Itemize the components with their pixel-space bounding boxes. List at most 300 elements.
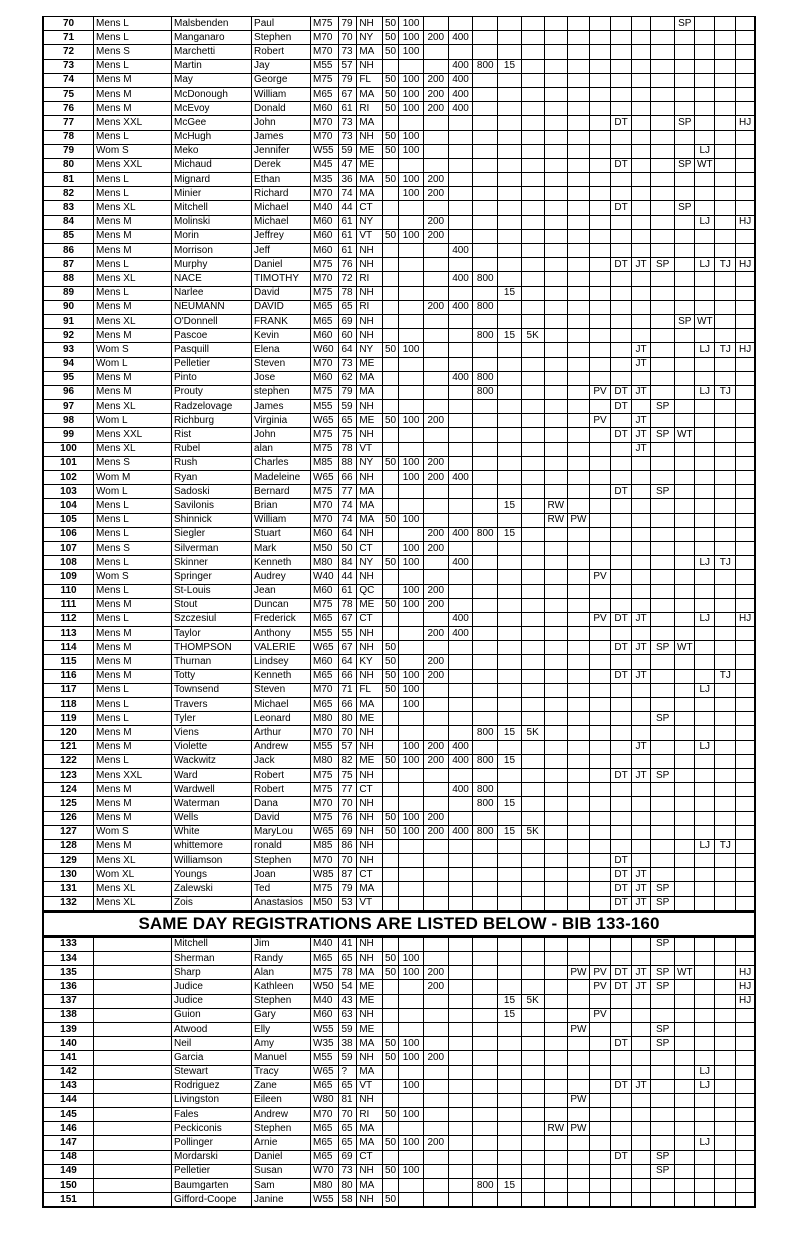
cell-event-tj	[715, 754, 736, 768]
cell-event-200: 200	[423, 584, 448, 598]
table-row	[43, 87, 755, 101]
cell-event-100	[399, 59, 423, 73]
cell-event-lj	[695, 726, 715, 740]
cell-event-800	[473, 882, 498, 896]
cell-state: NH	[357, 797, 382, 811]
cell-event-wt	[675, 868, 695, 882]
cell-event-1500	[498, 485, 521, 499]
cell-event-100: 100	[399, 1079, 423, 1093]
cell-event-jt	[632, 371, 651, 385]
cell-event-hj	[736, 1136, 755, 1150]
cell-event-pv	[589, 726, 610, 740]
cell-event-50: 50	[382, 669, 399, 683]
cell-shirt: Mens M	[94, 385, 172, 399]
cell-event-sp	[651, 726, 675, 740]
cell-state: RI	[357, 102, 382, 116]
cell-event-200	[423, 329, 448, 343]
cell-event-rw	[544, 1150, 567, 1164]
cell-event-lj	[695, 1051, 715, 1065]
cell-age: 75	[339, 428, 357, 442]
cell-event-800	[473, 1136, 498, 1150]
cell-event-pw	[567, 400, 589, 414]
cell-last-name: Thurnan	[171, 655, 251, 669]
cell-shirt	[94, 966, 172, 980]
cell-first-name: ronald	[252, 839, 311, 853]
cell-event-jt	[632, 45, 651, 59]
cell-event-100	[399, 400, 423, 414]
cell-event-50	[382, 868, 399, 882]
cell-state: MA	[357, 116, 382, 130]
cell-event-sp	[651, 669, 675, 683]
cell-age-group: M60	[311, 329, 339, 343]
cell-event-800	[473, 73, 498, 87]
cell-event-800: 800	[473, 754, 498, 768]
cell-event-dt: DT	[611, 854, 632, 868]
table-row	[43, 116, 755, 130]
cell-age-group: M60	[311, 215, 339, 229]
cell-event-sp	[651, 414, 675, 428]
cell-event-100: 100	[399, 598, 423, 612]
cell-event-1500	[498, 683, 521, 697]
cell-event-100	[399, 385, 423, 399]
cell-event-50	[382, 357, 399, 371]
cell-event-hj	[736, 797, 755, 811]
cell-age-group: M75	[311, 598, 339, 612]
cell-event-jt	[632, 59, 651, 73]
cell-event-100: 100	[399, 31, 423, 45]
cell-event-tj	[715, 527, 736, 541]
cell-event-sp: SP	[651, 1150, 675, 1164]
cell-event-200	[423, 17, 448, 31]
cell-event-5k	[521, 712, 544, 726]
cell-bib: 127	[43, 825, 94, 839]
table-row	[43, 584, 755, 598]
cell-age-group: W50	[311, 980, 339, 994]
cell-event-sp	[651, 343, 675, 357]
cell-age: 61	[339, 102, 357, 116]
cell-age-group: M70	[311, 116, 339, 130]
cell-event-5k	[521, 1022, 544, 1036]
cell-event-5k	[521, 1136, 544, 1150]
cell-event-50	[382, 59, 399, 73]
cell-event-pv	[589, 882, 610, 896]
cell-event-400: 400	[448, 612, 472, 626]
cell-event-lj	[695, 499, 715, 513]
cell-state: ME	[357, 158, 382, 172]
cell-event-hj: HJ	[736, 966, 755, 980]
cell-shirt: Mens M	[94, 627, 172, 641]
cell-age-group: M65	[311, 300, 339, 314]
cell-state: NH	[357, 811, 382, 825]
cell-event-lj	[695, 329, 715, 343]
table-row	[43, 59, 755, 73]
table-row	[43, 314, 755, 328]
cell-age: 73	[339, 357, 357, 371]
table-row	[43, 966, 755, 980]
cell-event-5k	[521, 314, 544, 328]
cell-state: NH	[357, 952, 382, 966]
cell-event-dt	[611, 1022, 632, 1036]
cell-event-rw	[544, 229, 567, 243]
cell-shirt: Mens L	[94, 130, 172, 144]
cell-event-hj	[736, 683, 755, 697]
cell-event-5k	[521, 783, 544, 797]
cell-first-name: Michael	[252, 215, 311, 229]
cell-event-800	[473, 187, 498, 201]
cell-event-1500: 15	[498, 286, 521, 300]
table-row	[43, 612, 755, 626]
cell-event-50: 50	[382, 556, 399, 570]
cell-age: 74	[339, 513, 357, 527]
cell-event-tj	[715, 797, 736, 811]
cell-event-hj	[736, 527, 755, 541]
cell-event-1500	[498, 400, 521, 414]
cell-event-tj	[715, 896, 736, 911]
table-row	[43, 158, 755, 172]
cell-event-rw	[544, 87, 567, 101]
cell-event-tj	[715, 698, 736, 712]
cell-event-tj	[715, 31, 736, 45]
cell-age: 86	[339, 839, 357, 853]
cell-bib: 72	[43, 45, 94, 59]
cell-age-group: W35	[311, 1037, 339, 1051]
cell-first-name: Sam	[252, 1179, 311, 1193]
cell-event-wt	[675, 187, 695, 201]
cell-event-tj	[715, 655, 736, 669]
cell-event-400: 400	[448, 527, 472, 541]
cell-event-rw	[544, 598, 567, 612]
cell-age-group: M85	[311, 839, 339, 853]
cell-event-100: 100	[399, 471, 423, 485]
cell-age-group: M70	[311, 1108, 339, 1122]
cell-event-rw	[544, 485, 567, 499]
table-row	[43, 556, 755, 570]
cell-age-group: W65	[311, 471, 339, 485]
cell-event-rw	[544, 1037, 567, 1051]
cell-event-800	[473, 244, 498, 258]
cell-event-400	[448, 414, 472, 428]
cell-event-jt	[632, 1093, 651, 1107]
cell-event-800	[473, 627, 498, 641]
cell-age: 78	[339, 598, 357, 612]
cell-event-lj	[695, 1179, 715, 1193]
cell-event-1500	[498, 768, 521, 782]
cell-event-800	[473, 428, 498, 442]
cell-event-pv	[589, 272, 610, 286]
cell-event-pw	[567, 1193, 589, 1208]
cell-event-1500: 15	[498, 329, 521, 343]
cell-event-200	[423, 698, 448, 712]
cell-last-name: McGee	[171, 116, 251, 130]
cell-event-hj	[736, 300, 755, 314]
table-row	[43, 102, 755, 116]
cell-event-rw	[544, 754, 567, 768]
cell-state: MA	[357, 1037, 382, 1051]
cell-age: 87	[339, 868, 357, 882]
cell-event-dt: DT	[611, 1037, 632, 1051]
cell-event-wt	[675, 343, 695, 357]
cell-event-1500	[498, 87, 521, 101]
cell-event-pw	[567, 1079, 589, 1093]
cell-event-100: 100	[399, 952, 423, 966]
cell-event-100	[399, 201, 423, 215]
cell-event-800	[473, 570, 498, 584]
cell-event-rw	[544, 272, 567, 286]
cell-bib: 143	[43, 1079, 94, 1093]
cell-event-jt	[632, 400, 651, 414]
cell-event-400	[448, 683, 472, 697]
cell-event-dt	[611, 102, 632, 116]
cell-event-1500	[498, 343, 521, 357]
cell-event-dt	[611, 229, 632, 243]
cell-event-100: 100	[399, 1051, 423, 1065]
cell-last-name: Rush	[171, 456, 251, 470]
cell-shirt	[94, 1193, 172, 1208]
cell-event-tj	[715, 144, 736, 158]
cell-last-name: Rist	[171, 428, 251, 442]
cell-event-50	[382, 385, 399, 399]
cell-event-rw	[544, 102, 567, 116]
cell-event-1500	[498, 385, 521, 399]
cell-event-rw	[544, 385, 567, 399]
cell-event-wt	[675, 994, 695, 1008]
cell-event-pv	[589, 116, 610, 130]
cell-event-jt: JT	[632, 258, 651, 272]
cell-event-50	[382, 286, 399, 300]
cell-event-50: 50	[382, 1136, 399, 1150]
cell-first-name: Jack	[252, 754, 311, 768]
table-row	[43, 17, 755, 31]
cell-event-jt: JT	[632, 1079, 651, 1093]
cell-event-400	[448, 158, 472, 172]
cell-event-hj	[736, 471, 755, 485]
cell-age: 57	[339, 740, 357, 754]
cell-event-wt	[675, 541, 695, 555]
cell-event-50: 50	[382, 1164, 399, 1178]
cell-event-hj	[736, 442, 755, 456]
cell-event-pv	[589, 952, 610, 966]
cell-age-group: M70	[311, 357, 339, 371]
cell-event-800	[473, 612, 498, 626]
cell-event-hj	[736, 768, 755, 782]
cell-event-dt	[611, 740, 632, 754]
cell-event-rw	[544, 215, 567, 229]
cell-event-sp	[651, 839, 675, 853]
cell-event-1500	[498, 1022, 521, 1036]
cell-event-100: 100	[399, 73, 423, 87]
cell-first-name: Stephen	[252, 31, 311, 45]
cell-state: MA	[357, 499, 382, 513]
cell-event-400	[448, 116, 472, 130]
cell-event-200	[423, 556, 448, 570]
cell-event-rw: RW	[544, 513, 567, 527]
cell-last-name: Murphy	[171, 258, 251, 272]
cell-event-800	[473, 1108, 498, 1122]
cell-age: 77	[339, 485, 357, 499]
cell-event-400	[448, 173, 472, 187]
cell-event-sp	[651, 541, 675, 555]
cell-event-200: 200	[423, 825, 448, 839]
cell-event-200	[423, 1065, 448, 1079]
cell-event-100	[399, 612, 423, 626]
cell-event-pw	[567, 357, 589, 371]
cell-event-pw	[567, 980, 589, 994]
cell-event-lj	[695, 980, 715, 994]
cell-event-pw	[567, 102, 589, 116]
cell-shirt: Mens XL	[94, 896, 172, 911]
cell-event-tj	[715, 641, 736, 655]
cell-shirt: Mens L	[94, 584, 172, 598]
cell-event-sp	[651, 357, 675, 371]
cell-event-wt: WT	[675, 428, 695, 442]
cell-event-50	[382, 698, 399, 712]
cell-event-pw	[567, 59, 589, 73]
cell-event-rw	[544, 1136, 567, 1150]
cell-event-100: 100	[399, 825, 423, 839]
cell-event-5k	[521, 1179, 544, 1193]
cell-event-rw	[544, 868, 567, 882]
cell-state: RI	[357, 300, 382, 314]
cell-last-name: Meko	[171, 144, 251, 158]
cell-event-dt: DT	[611, 669, 632, 683]
cell-event-rw	[544, 1179, 567, 1193]
cell-event-400	[448, 1136, 472, 1150]
cell-first-name: Stephen	[252, 854, 311, 868]
cell-event-tj	[715, 1150, 736, 1164]
cell-age: 57	[339, 59, 357, 73]
cell-event-tj	[715, 966, 736, 980]
cell-event-wt	[675, 980, 695, 994]
cell-event-hj	[736, 1051, 755, 1065]
cell-event-rw	[544, 783, 567, 797]
cell-event-800	[473, 936, 498, 951]
cell-event-pv	[589, 499, 610, 513]
cell-event-jt	[632, 329, 651, 343]
cell-event-100: 100	[399, 456, 423, 470]
cell-state: ME	[357, 144, 382, 158]
cell-event-1500	[498, 471, 521, 485]
cell-event-200	[423, 683, 448, 697]
cell-event-5k	[521, 102, 544, 116]
cell-age: 73	[339, 116, 357, 130]
cell-event-pw	[567, 570, 589, 584]
cell-event-lj	[695, 854, 715, 868]
cell-event-50	[382, 980, 399, 994]
cell-event-dt	[611, 130, 632, 144]
cell-first-name: Stuart	[252, 527, 311, 541]
cell-event-200	[423, 1164, 448, 1178]
cell-event-pv	[589, 244, 610, 258]
cell-shirt: Mens XL	[94, 400, 172, 414]
cell-event-lj	[695, 797, 715, 811]
table-row	[43, 471, 755, 485]
cell-event-wt	[675, 244, 695, 258]
cell-event-dt	[611, 994, 632, 1008]
cell-event-1500	[498, 698, 521, 712]
cell-event-50	[382, 471, 399, 485]
cell-event-dt	[611, 357, 632, 371]
cell-shirt	[94, 952, 172, 966]
cell-event-400	[448, 655, 472, 669]
cell-shirt: Mens S	[94, 541, 172, 555]
cell-state: NH	[357, 244, 382, 258]
cell-event-wt	[675, 385, 695, 399]
cell-event-dt	[611, 556, 632, 570]
cell-event-sp	[651, 442, 675, 456]
cell-first-name: Lindsey	[252, 655, 311, 669]
cell-first-name: Jean	[252, 584, 311, 598]
cell-event-5k	[521, 598, 544, 612]
cell-event-1500	[498, 102, 521, 116]
cell-event-400	[448, 343, 472, 357]
cell-event-400: 400	[448, 825, 472, 839]
cell-event-pv	[589, 1022, 610, 1036]
cell-event-100: 100	[399, 966, 423, 980]
cell-event-hj	[736, 1122, 755, 1136]
cell-age-group: W70	[311, 1164, 339, 1178]
cell-event-50: 50	[382, 811, 399, 825]
table-row	[43, 215, 755, 229]
cell-state: ME	[357, 414, 382, 428]
cell-last-name: Radzelovage	[171, 400, 251, 414]
cell-event-rw: RW	[544, 1122, 567, 1136]
cell-shirt: Mens M	[94, 797, 172, 811]
table-row	[43, 598, 755, 612]
cell-last-name: THOMPSON	[171, 641, 251, 655]
cell-bib: 145	[43, 1108, 94, 1122]
cell-event-200: 200	[423, 1136, 448, 1150]
cell-event-jt	[632, 839, 651, 853]
cell-event-100	[399, 1193, 423, 1208]
cell-event-50	[382, 797, 399, 811]
cell-event-hj	[736, 73, 755, 87]
cell-event-50	[382, 936, 399, 951]
cell-event-100	[399, 499, 423, 513]
cell-age: 61	[339, 584, 357, 598]
cell-event-50	[382, 400, 399, 414]
cell-event-jt	[632, 1051, 651, 1065]
cell-event-wt	[675, 286, 695, 300]
cell-event-sp	[651, 952, 675, 966]
cell-event-dt	[611, 754, 632, 768]
cell-event-lj	[695, 244, 715, 258]
cell-event-pv	[589, 130, 610, 144]
cell-event-50: 50	[382, 102, 399, 116]
cell-event-sp	[651, 286, 675, 300]
cell-event-sp	[651, 1136, 675, 1150]
cell-event-sp	[651, 201, 675, 215]
cell-bib: 144	[43, 1093, 94, 1107]
cell-event-pv	[589, 797, 610, 811]
cell-event-5k	[521, 811, 544, 825]
cell-event-rw	[544, 17, 567, 31]
cell-event-pv	[589, 286, 610, 300]
cell-age-group: M75	[311, 428, 339, 442]
cell-event-100	[399, 371, 423, 385]
cell-event-200: 200	[423, 655, 448, 669]
cell-age: 76	[339, 258, 357, 272]
cell-event-pv	[589, 428, 610, 442]
cell-state: NH	[357, 726, 382, 740]
cell-event-tj	[715, 73, 736, 87]
cell-event-200	[423, 1079, 448, 1093]
cell-shirt: Mens L	[94, 59, 172, 73]
cell-event-hj	[736, 130, 755, 144]
cell-event-pv	[589, 173, 610, 187]
cell-event-lj	[695, 598, 715, 612]
cell-last-name: Guion	[171, 1008, 251, 1022]
cell-shirt	[94, 1008, 172, 1022]
